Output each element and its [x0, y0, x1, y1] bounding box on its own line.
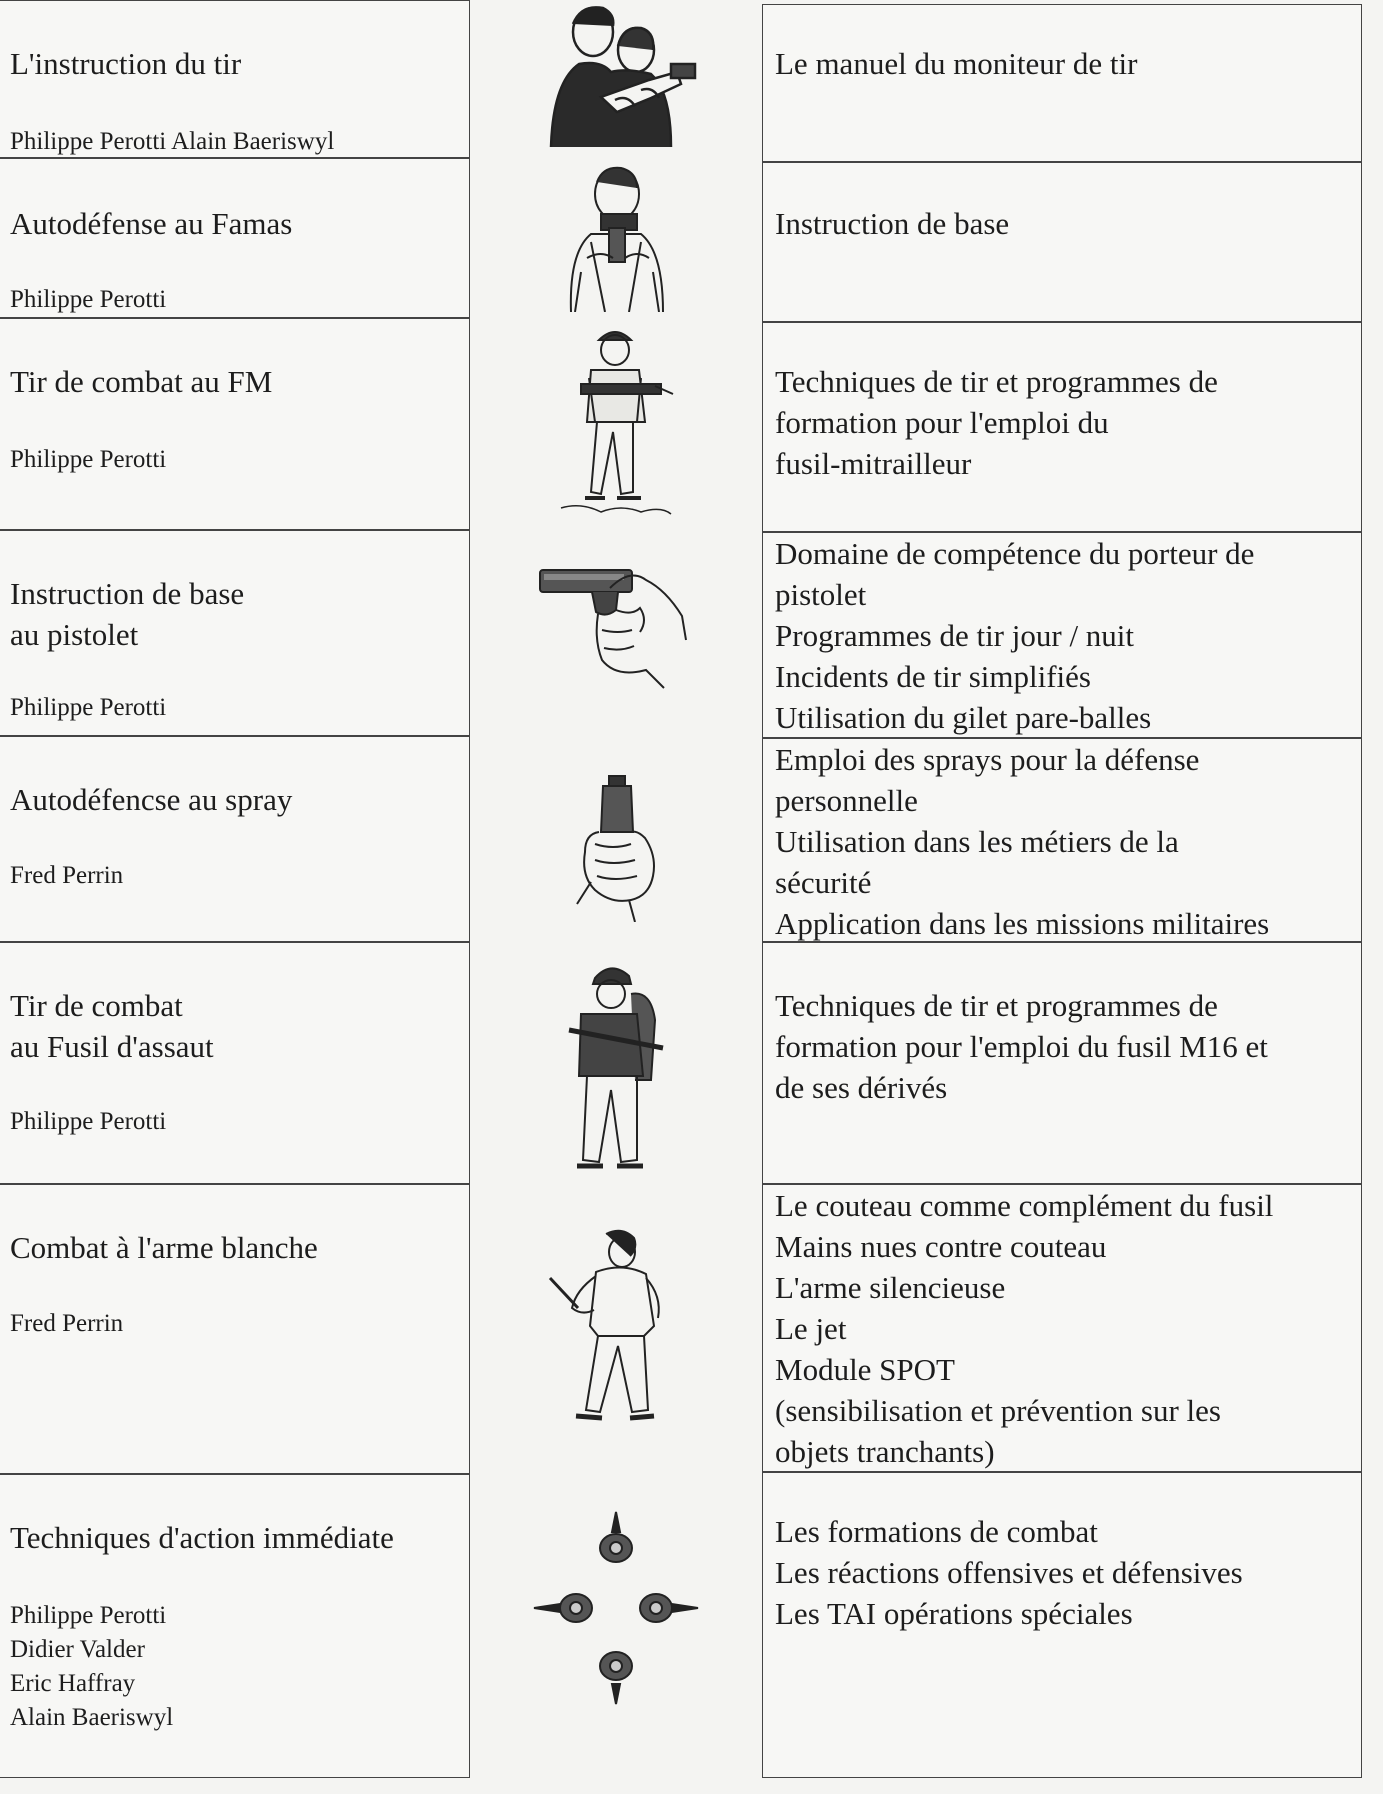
description-cell-6	[762, 1184, 1362, 1472]
soldier-with-assault-rifle-icon	[470, 960, 762, 1180]
man-with-knife-icon	[470, 1226, 762, 1436]
description-cell-0	[762, 4, 1362, 162]
book-cell-4	[0, 736, 470, 942]
description-cell-5	[762, 942, 1362, 1184]
book-title: Autodéfencse au spray	[10, 782, 293, 817]
description-cell-2	[762, 322, 1362, 532]
book-authors: Philippe Perotti	[10, 446, 167, 473]
book-cell-3	[0, 530, 470, 736]
book-description: Techniques de tir et programmes de formation pour l'emploi du fusil M16 et de ses dérivés	[775, 988, 1268, 1105]
description-cell-4	[762, 738, 1362, 942]
book-description: Le couteau comme complément du fusil Mains nues contre couteau L'arme silencieuse Le jet Module SPOT (sensibilisation et prévention sur les objets tranchants)	[775, 1188, 1274, 1469]
book-description: Le manuel du moniteur de tir	[775, 46, 1138, 81]
book-title: Instruction de base au pistolet	[10, 576, 245, 652]
book-cell-5	[0, 942, 470, 1184]
book-authors: Fred Perrin	[10, 1310, 124, 1337]
rifleman-aiming-icon	[470, 162, 762, 312]
book-title: Techniques d'action immédiate	[10, 1520, 394, 1555]
book-title: L'instruction du tir	[10, 46, 242, 81]
soldier-with-machine-gun-icon	[470, 322, 762, 522]
book-title: Tir de combat au FM	[10, 364, 273, 399]
book-authors: Fred Perrin	[10, 862, 124, 889]
four-soldiers-formation-icon	[470, 1508, 762, 1708]
book-authors: Philippe Perotti	[10, 1108, 167, 1135]
hand-with-spray-icon	[470, 772, 762, 922]
book-cell-6	[0, 1184, 470, 1474]
description-cell-3	[762, 532, 1362, 738]
book-cell-1	[0, 158, 470, 318]
hand-with-pistol-icon	[470, 560, 762, 690]
book-authors: Philippe Perotti Didier Valder Eric Haffray Alain Baeriswyl	[10, 1602, 174, 1731]
book-title: Autodéfense au Famas	[10, 206, 293, 241]
book-description: Instruction de base	[775, 206, 1010, 241]
description-cell-1	[762, 162, 1362, 322]
two-shooters-icon	[470, 2, 762, 152]
book-authors: Philippe Perotti	[10, 286, 167, 313]
book-description: Domaine de compétence du porteur de pistolet Programmes de tir jour / nuit Incidents de tir simplifiés Utilisation du gilet pare-balles	[775, 536, 1255, 735]
book-cell-2	[0, 318, 470, 530]
book-cell-7	[0, 1474, 470, 1778]
book-description: Emploi des sprays pour la défense personnelle Utilisation dans les métiers de la sécurité Application dans les missions militaires	[775, 742, 1270, 941]
book-title: Combat à l'arme blanche	[10, 1230, 318, 1265]
book-cell-0	[0, 0, 470, 158]
book-description: Les formations de combat Les réactions offensives et défensives Les TAI opérations spéciales	[775, 1514, 1243, 1631]
book-authors: Philippe Perotti Alain Baeriswyl	[10, 128, 335, 155]
description-cell-7	[762, 1472, 1362, 1778]
book-authors: Philippe Perotti	[10, 694, 167, 721]
book-description: Techniques de tir et programmes de formation pour l'emploi du fusil-mitrailleur	[775, 364, 1218, 481]
book-title: Tir de combat au Fusil d'assaut	[10, 988, 214, 1064]
